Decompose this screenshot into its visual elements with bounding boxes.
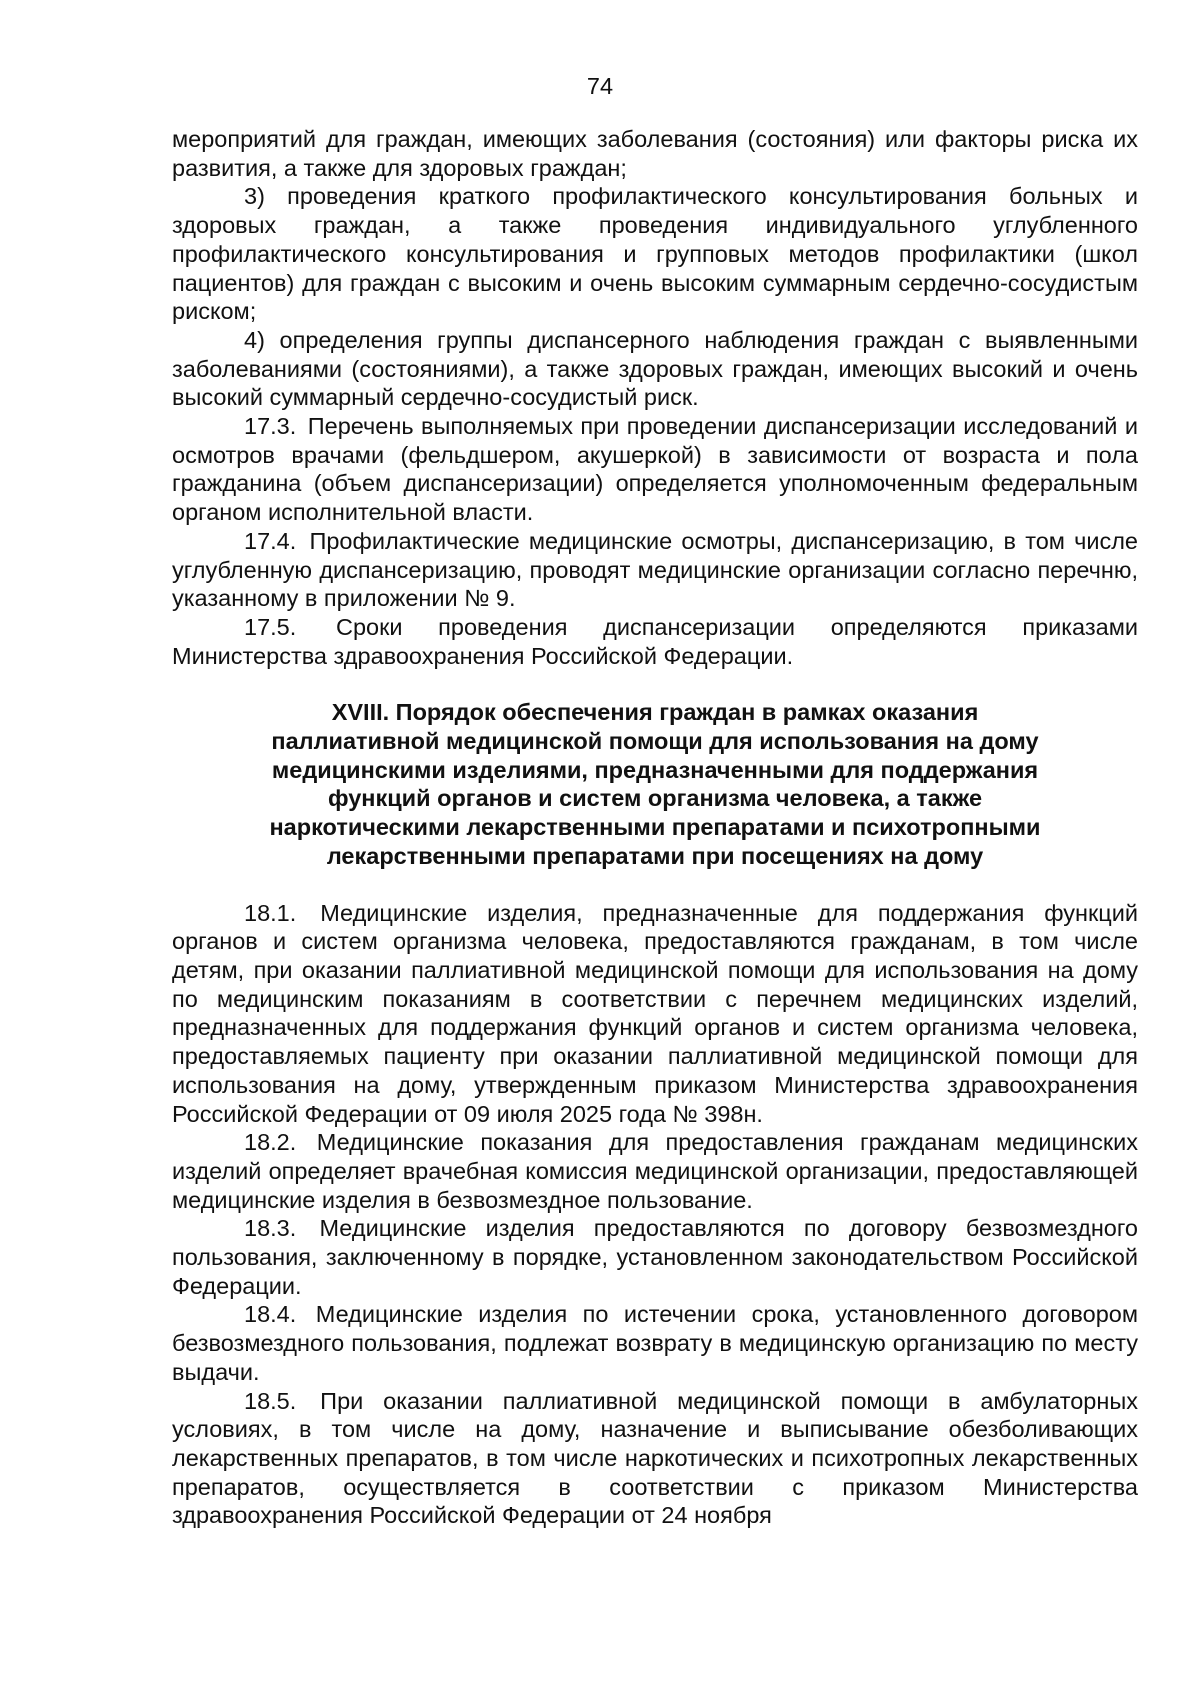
paragraph-number: 17.3. <box>244 413 297 440</box>
paragraph-number: 17.4. <box>244 527 297 554</box>
paragraphs-before-section <box>172 125 1138 670</box>
paragraph: 18.4. Медицинские изделия по истечении срока, установленного договором безвозмездного пользования, подлежат возврату в медицинскую организацию по месту выдачи. <box>172 1301 1138 1385</box>
paragraph-number: 18.4. <box>244 1301 297 1328</box>
section-heading-line: медицинскими изделиями, предназначенными для поддержания <box>271 756 1039 783</box>
page-number: 74 <box>586 73 614 99</box>
paragraph: 17.4. Профилактические медицинские осмотры, диспансеризацию, в том числе углубленную диспансеризацию, проводят медицинские организации согласно перечню, указанному в приложении № 9. <box>172 527 1138 612</box>
section-heading-line: наркотическими лекарственными препаратами и психотропными <box>269 814 1041 841</box>
paragraph: 3) проведения краткого профилактического консультирования больных и здоровых граждан, а также проведения индивидуального углубленного профилактического консультирования и групповых методов профилактики (школ пациентов) для граждан с высоким и очень высоким суммарным сердечно-сосудистым риском; <box>172 183 1138 325</box>
paragraph: 17.3. Перечень выполняемых при проведении диспансеризации исследований и осмотров врачами (фельдшером, акушеркой) в зависимости от возраста и пола гражданина (объем диспансеризации) определяется уполномоченным федеральным органом исполнительной власти. <box>172 413 1139 526</box>
paragraphs-after-section <box>172 899 1138 1530</box>
paragraph: мероприятий для граждан, имеющих заболевания (состояния) или факторы риска их развития, а также для здоровых граждан; <box>172 126 1138 181</box>
paragraph: 18.2. Медицинские показания для предоставления гражданам медицинских изделий определяет врачебная комиссия медицинской организации, предоставляющей медицинские изделия в безвозмездное пользование. <box>172 1129 1139 1213</box>
section-heading <box>172 698 1138 870</box>
page-content <box>172 125 1138 1530</box>
paragraph: 4) определения группы диспансерного наблюдения граждан с выявленными заболеваниями (состояниями), а также здоровых граждан, имеющих высокий и очень высокий суммарный сердечно-сосудистый риск. <box>172 326 1138 411</box>
section-heading-line: функций органов и систем организма человека, а также <box>327 785 983 812</box>
section-heading-line: XVIII. Порядок обеспечения граждан в рамках оказания <box>331 699 979 726</box>
section-heading-line: паллиативной медицинской помощи для использования на дому <box>271 728 1039 755</box>
paragraph-number: 18.5. <box>244 1387 297 1414</box>
paragraph: 17.5. Сроки проведения диспансеризации определяются приказами Министерства здравоохранения Российской Федерации. <box>172 613 1138 669</box>
paragraph-number: 18.2. <box>244 1129 297 1156</box>
section-heading-line: лекарственными препаратами при посещениях на дому <box>326 842 984 869</box>
paragraph-number: 17.5. <box>244 613 297 640</box>
paragraph: 18.3. Медицинские изделия предоставляются по договору безвозмездного пользования, заключенному в порядке, установленном законодательством Российской Федерации. <box>172 1215 1138 1299</box>
paragraph: 18.1. Медицинские изделия, предназначенные для поддержания функций органов и систем организма человека, предоставляются гражданам, в том числе детям, при оказании паллиативной медицинской помощи для использования на дому по медицинским показаниям в соответствии с перечнем медицинских изделий, предназначенных для поддержания функций органов и систем организма человека, предоставляемых пациенту при оказании паллиативной медицинской помощи для использования на дому, утвержденным приказом Министерства здравоохранения Российской Федерации от 09 июля 2025 года № 398н. <box>172 899 1138 1127</box>
paragraph: 18.5. При оказании паллиативной медицинской помощи в амбулаторных условиях, в том числе на дому, назначение и выписывание обезболивающих лекарственных препаратов, в том числе наркотических и психотропных лекарственных препаратов, осуществляется в соответствии с приказом Министерства здравоохранения Российской Федерации от 24 ноября <box>172 1387 1138 1529</box>
paragraph-number: 18.3. <box>244 1215 297 1242</box>
paragraph-number: 18.1. <box>244 899 297 926</box>
